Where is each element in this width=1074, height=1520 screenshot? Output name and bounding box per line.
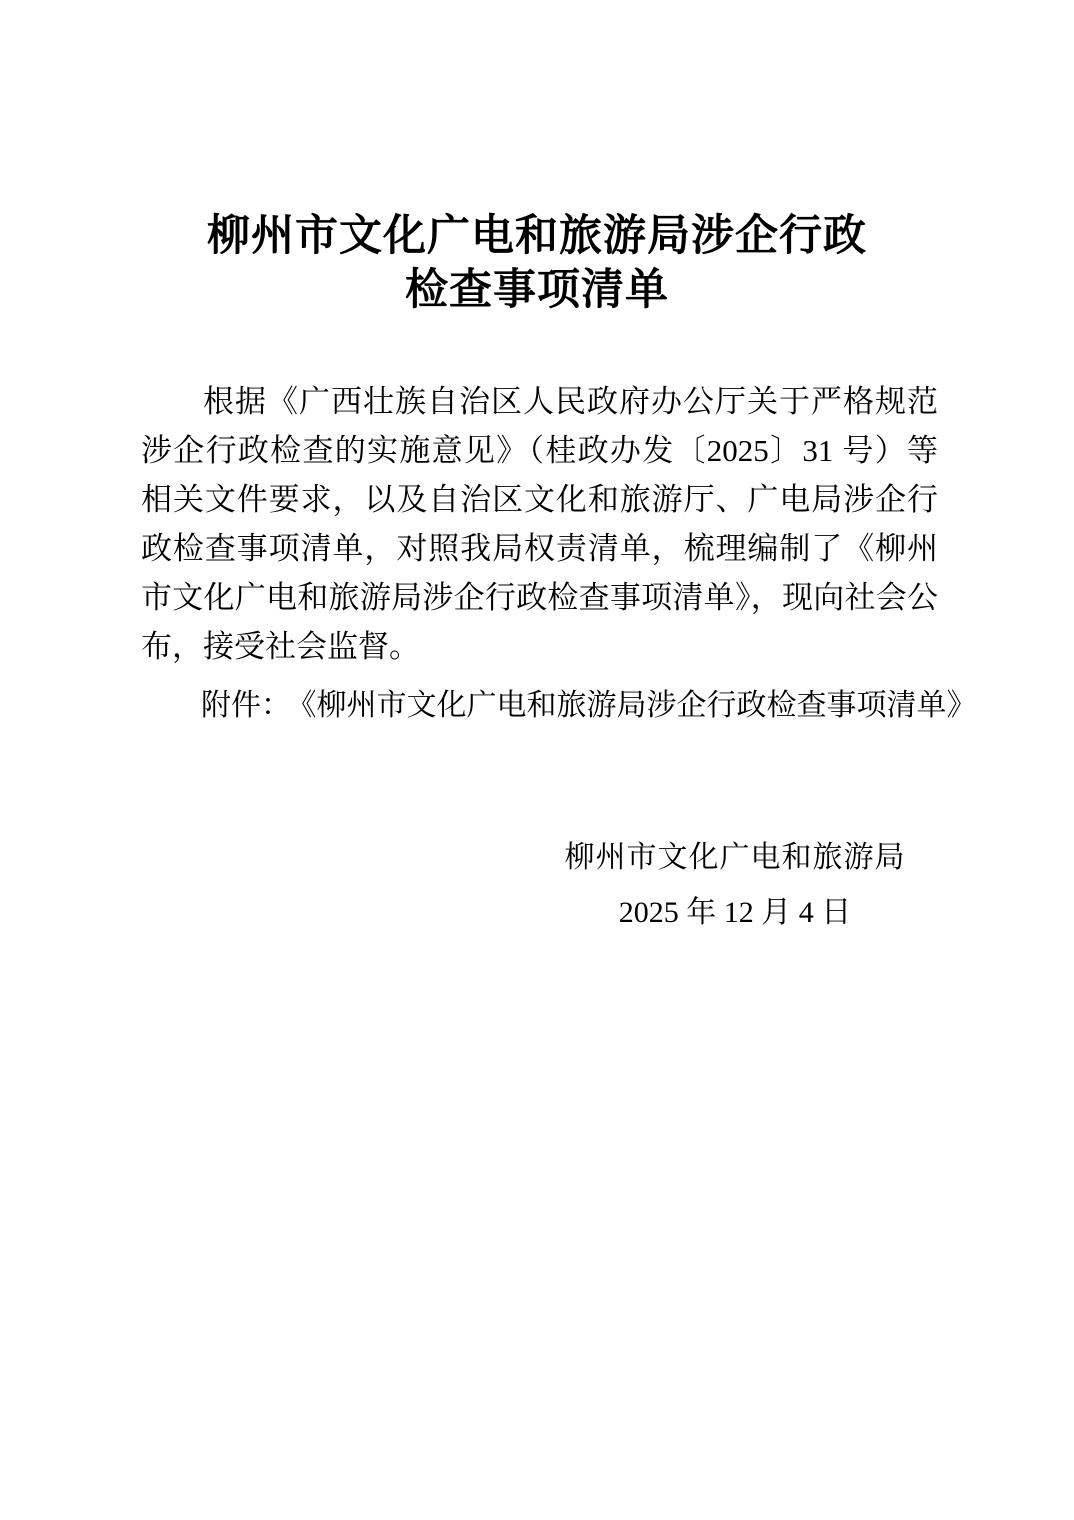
attachment-title: 《柳州市文化广电和旅游局涉企行政检查事项清单》 [301, 689, 977, 722]
document-title-line-2: 检查事项清单 [405, 267, 669, 314]
document-body-paragraph: 根据《广西壮族自治区人民政府办公厅关于严格规范涉企行政检查的实施意见》（桂政办发〔2025〕31 号）等相关文件要求，以及自治区文化和旅游厅、广电局涉企行政检查事项清单，对照我局权责清单，梳理编制了《柳州市文化广电和旅游局涉企行政检查事项清单》，现向社会公布，接受社会监督。 [141, 384, 938, 664]
signature-block [535, 830, 935, 940]
attachment-label: 附件： [201, 689, 291, 722]
document-title-line-1: 柳州市文化广电和旅游局涉企行政 [207, 213, 867, 260]
attachment-line [141, 681, 981, 730]
signature-organization: 柳州市文化广电和旅游局 [564, 841, 906, 874]
document-title [0, 210, 1074, 318]
signature-date: 2025 年 12 月 4 日 [618, 896, 852, 929]
